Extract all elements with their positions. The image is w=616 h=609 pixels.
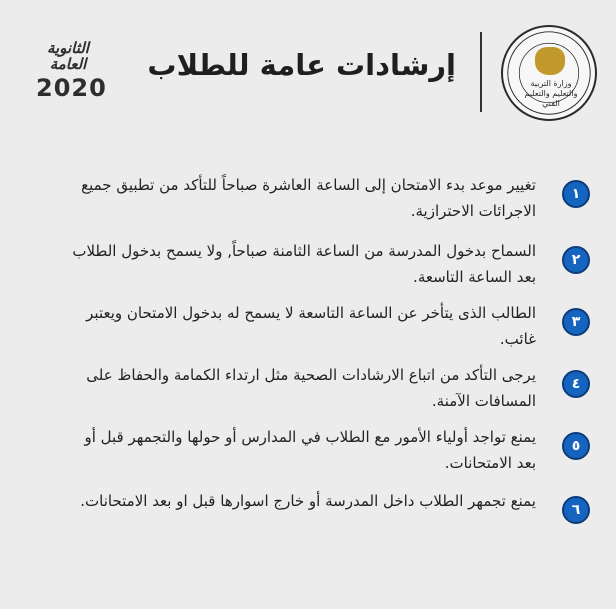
number-badge: ٤ bbox=[562, 370, 590, 398]
ministry-arabic-name: وزارة التربية والتعليم والتعليم الفني bbox=[524, 79, 578, 108]
number-badge: ١ bbox=[562, 180, 590, 208]
thanaweya-logo-line2: العامة bbox=[49, 55, 87, 73]
list-item bbox=[70, 424, 600, 480]
page-title: إرشادات عامة للطلاب bbox=[147, 48, 456, 82]
list-item bbox=[70, 488, 600, 544]
item-text: يمنع تواجد أولياء الأمور مع الطلاب في المدارس أو حولها والتجمهر قبل أو بعد الامتحانات. bbox=[84, 428, 536, 472]
list-item bbox=[70, 172, 600, 228]
list-item bbox=[70, 300, 600, 356]
item-text: يرجى التأكد من اتباع الارشادات الصحية مثل ارتداء الكمامة والحفاظ على المسافات الآمنة. bbox=[86, 366, 536, 410]
item-text: الطالب الذى يتأخر عن الساعة التاسعة لا يسمح له بدخول الامتحان ويعتبر غائب. bbox=[86, 304, 536, 348]
item-text: السماح بدخول المدرسة من الساعة الثامنة صباحاً, ولا يسمح بدخول الطلاب بعد الساعة التاسعة. bbox=[72, 242, 536, 286]
list-item bbox=[70, 362, 600, 418]
number-badge: ٣ bbox=[562, 308, 590, 336]
thanaweya-logo-year: 2020 bbox=[36, 74, 107, 102]
number-badge: ٥ bbox=[562, 432, 590, 460]
number-badge: ٢ bbox=[562, 246, 590, 274]
header bbox=[0, 0, 616, 150]
eagle-icon bbox=[535, 47, 565, 75]
thanaweya-logo-line1: الثانوية bbox=[47, 39, 89, 57]
number-badge: ٦ bbox=[562, 496, 590, 524]
item-text: يمنع تجمهر الطلاب داخل المدرسة أو خارج اسوارها قبل او بعد الامتحانات. bbox=[80, 492, 536, 510]
list-item bbox=[70, 238, 600, 294]
item-text: تغيير موعد بدء الامتحان إلى الساعة العاشرة صباحاً للتأكد من تطبيق جميع الاجرائات الاحترازية. bbox=[81, 176, 536, 220]
thanaweya-logo bbox=[30, 40, 110, 110]
header-divider bbox=[480, 32, 482, 112]
ministry-logo bbox=[501, 25, 597, 121]
